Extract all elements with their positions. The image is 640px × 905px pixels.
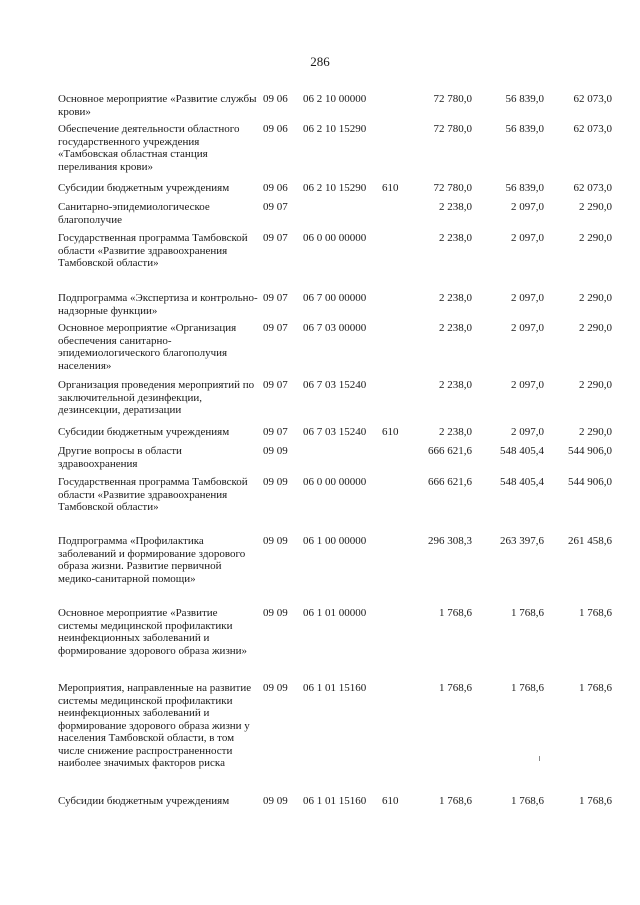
row-amount-2: 263 397,6 <box>500 535 544 547</box>
row-name: Основное мероприятие «Организация обеспечения санитарно-эпидемиологического благополучия населения» <box>58 322 237 372</box>
row-section: 09 09 <box>263 535 288 547</box>
row-amount-2: 1 768,6 <box>511 682 544 694</box>
row-amount-3: 62 073,0 <box>573 182 612 194</box>
row-target-article: 06 1 01 00000 <box>303 607 367 619</box>
row-amount-1: 72 780,0 <box>433 123 472 135</box>
row-section: 09 09 <box>263 682 288 694</box>
row-section: 09 09 <box>263 795 288 807</box>
row-amount-3: 1 768,6 <box>579 607 612 619</box>
row-target-article: 06 7 03 15240 <box>303 379 367 391</box>
row-target-article: 06 7 03 00000 <box>303 322 367 334</box>
row-name: Санитарно-эпидемиологическое благополучие <box>58 201 210 226</box>
row-amount-1: 1 768,6 <box>439 607 472 619</box>
row-section: 09 07 <box>263 201 288 213</box>
row-name: Организация проведения мероприятий по заключительной дезинфекции, дезинсекции, дератизации <box>58 379 255 416</box>
row-amount-1: 2 238,0 <box>439 201 472 213</box>
row-target-article: 06 7 00 00000 <box>303 292 367 304</box>
row-section: 09 09 <box>263 445 288 457</box>
row-section: 09 07 <box>263 322 288 334</box>
row-amount-3: 2 290,0 <box>579 201 612 213</box>
row-amount-2: 2 097,0 <box>511 426 544 438</box>
row-name: Подпрограмма «Экспертиза и контрольно-надзорные функции» <box>58 292 258 317</box>
row-amount-3: 544 906,0 <box>568 445 612 457</box>
row-amount-2: 2 097,0 <box>511 201 544 213</box>
row-target-article: 06 2 10 00000 <box>303 93 367 105</box>
row-amount-1: 72 780,0 <box>433 93 472 105</box>
row-name: Мероприятия, направленные на развитие системы медицинской профилактики неинфекционных заболеваний и формирование здорового образа жизни у населения Тамбовской области, в том числе снижение распространенности наиболее значимых факторов риска <box>58 682 252 769</box>
row-amount-3: 1 768,6 <box>579 682 612 694</box>
row-amount-3: 2 290,0 <box>579 426 612 438</box>
row-name: Подпрограмма «Профилактика заболеваний и формирование здорового образа жизни. Развитие первичной медико-санитарной помощи» <box>58 535 246 585</box>
row-expense-type: 610 <box>382 426 399 438</box>
scan-speck <box>539 756 540 761</box>
row-amount-1: 2 238,0 <box>439 379 472 391</box>
row-section: 09 09 <box>263 607 288 619</box>
row-amount-2: 56 839,0 <box>505 182 544 194</box>
row-amount-3: 2 290,0 <box>579 232 612 244</box>
row-name: Государственная программа Тамбовской области «Развитие здравоохранения Тамбовской области» <box>58 476 248 513</box>
row-name: Субсидии бюджетным учреждениям <box>58 182 230 194</box>
row-name: Субсидии бюджетным учреждениям <box>58 795 230 807</box>
row-amount-3: 544 906,0 <box>568 476 612 488</box>
row-name: Государственная программа Тамбовской области «Развитие здравоохранения Тамбовской области» <box>58 232 248 269</box>
row-section: 09 09 <box>263 476 288 488</box>
row-amount-1: 2 238,0 <box>439 322 472 334</box>
row-amount-2: 2 097,0 <box>511 379 544 391</box>
row-amount-2: 56 839,0 <box>505 123 544 135</box>
row-amount-2: 2 097,0 <box>511 232 544 244</box>
row-amount-3: 2 290,0 <box>579 292 612 304</box>
row-amount-1: 2 238,0 <box>439 426 472 438</box>
row-amount-1: 666 621,6 <box>428 476 472 488</box>
row-section: 09 07 <box>263 426 288 438</box>
row-amount-1: 2 238,0 <box>439 292 472 304</box>
page-number: 286 <box>310 54 330 69</box>
row-target-article: 06 2 10 15290 <box>303 182 367 194</box>
row-amount-1: 666 621,6 <box>428 445 472 457</box>
row-amount-1: 296 308,3 <box>428 535 472 547</box>
row-name: Основное мероприятие «Развитие системы медицинской профилактики неинфекционных заболеваний и формирование здорового образа жизни» <box>58 607 248 657</box>
row-amount-3: 2 290,0 <box>579 379 612 391</box>
row-amount-2: 548 405,4 <box>500 445 544 457</box>
row-amount-1: 72 780,0 <box>433 182 472 194</box>
row-target-article: 06 7 03 15240 <box>303 426 367 438</box>
row-amount-3: 261 458,6 <box>568 535 612 547</box>
row-amount-1: 2 238,0 <box>439 232 472 244</box>
row-name: Другие вопросы в области здравоохранения <box>58 445 182 470</box>
row-amount-3: 2 290,0 <box>579 322 612 334</box>
row-target-article: 06 0 00 00000 <box>303 232 367 244</box>
row-name: Обеспечение деятельности областного государственного учреждения «Тамбовская областная станция переливания крови» <box>58 123 240 173</box>
row-expense-type: 610 <box>382 182 399 194</box>
row-target-article: 06 2 10 15290 <box>303 123 367 135</box>
row-amount-3: 62 073,0 <box>573 93 612 105</box>
row-amount-3: 1 768,6 <box>579 795 612 807</box>
row-amount-2: 1 768,6 <box>511 795 544 807</box>
row-target-article: 06 0 00 00000 <box>303 476 367 488</box>
row-section: 09 07 <box>263 232 288 244</box>
row-amount-2: 1 768,6 <box>511 607 544 619</box>
row-section: 09 07 <box>263 292 288 304</box>
row-name: Основное мероприятие «Развитие службы крови» <box>58 93 257 118</box>
row-section: 09 06 <box>263 93 288 105</box>
row-amount-2: 2 097,0 <box>511 292 544 304</box>
row-name: Субсидии бюджетным учреждениям <box>58 426 230 438</box>
row-amount-3: 62 073,0 <box>573 123 612 135</box>
row-expense-type: 610 <box>382 795 399 807</box>
row-amount-1: 1 768,6 <box>439 795 472 807</box>
row-amount-1: 1 768,6 <box>439 682 472 694</box>
row-amount-2: 2 097,0 <box>511 322 544 334</box>
row-section: 09 06 <box>263 123 288 135</box>
row-target-article: 06 1 01 15160 <box>303 795 367 807</box>
row-section: 09 06 <box>263 182 288 194</box>
row-amount-2: 56 839,0 <box>505 93 544 105</box>
row-target-article: 06 1 01 15160 <box>303 682 367 694</box>
row-section: 09 07 <box>263 379 288 391</box>
row-target-article: 06 1 00 00000 <box>303 535 367 547</box>
row-amount-2: 548 405,4 <box>500 476 544 488</box>
